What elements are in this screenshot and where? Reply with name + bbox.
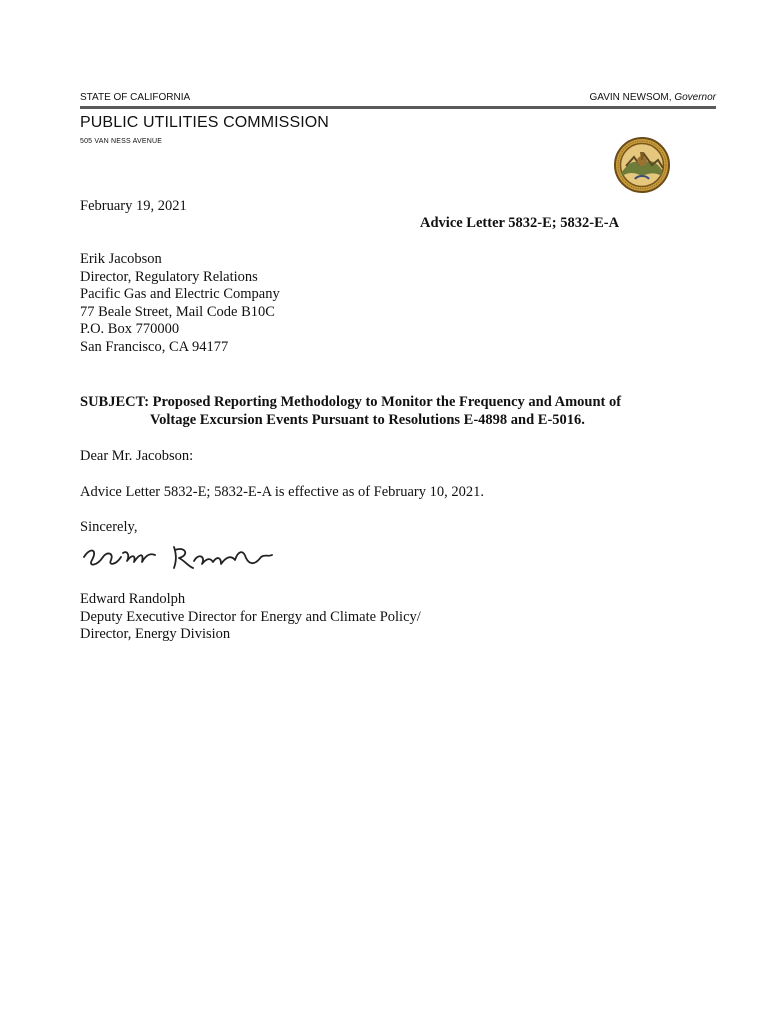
signer-name: Edward Randolph	[80, 591, 186, 607]
letterhead-rule	[80, 106, 716, 109]
governor-line	[589, 92, 716, 103]
signer-block	[80, 591, 421, 644]
advice-letter-reference: Advice Letter 5832-E; 5832-E-A	[420, 215, 620, 231]
closing: Sincerely,	[80, 519, 138, 535]
subject-block	[80, 394, 621, 429]
letterhead-top-row	[80, 92, 716, 106]
recipient-company: Pacific Gas and Electric Company	[80, 286, 280, 303]
governor-title: Governor	[674, 92, 716, 103]
commission-name: PUBLIC UTILITIES COMMISSION	[80, 114, 329, 131]
salutation: Dear Mr. Jacobson:	[80, 448, 194, 464]
recipient-city: San Francisco, CA 94177	[80, 338, 229, 355]
commission-address: 505 VAN NESS AVENUE	[80, 138, 163, 145]
handwritten-signature	[80, 539, 280, 575]
subject-line-1: SUBJECT: Proposed Reporting Methodology to Monitor the Frequency and Amount of	[80, 394, 622, 410]
effective-date-paragraph: Advice Letter 5832-E; 5832-E-A is effective as of February 10, 2021.	[80, 484, 485, 500]
recipient-name: Erik Jacobson	[80, 251, 162, 267]
governor-name: GAVIN NEWSOM,	[589, 92, 672, 103]
recipient-street: 77 Beale Street, Mail Code B10C	[80, 303, 275, 320]
signer-title-line-2: Director, Energy Division	[80, 626, 231, 643]
state-seal-icon	[614, 137, 670, 193]
signer-title-line-1: Deputy Executive Director for Energy and Climate Policy/	[80, 608, 421, 625]
state-label: STATE OF CALIFORNIA	[80, 92, 191, 103]
recipient-title: Director, Regulatory Relations	[80, 268, 258, 285]
recipient-po-box: P.O. Box 770000	[80, 321, 180, 338]
recipient-address-block	[80, 251, 280, 357]
subject-line-2: Voltage Excursion Events Pursuant to Resolutions E-4898 and E-5016.	[150, 411, 585, 428]
letter-date: February 19, 2021	[80, 198, 187, 214]
